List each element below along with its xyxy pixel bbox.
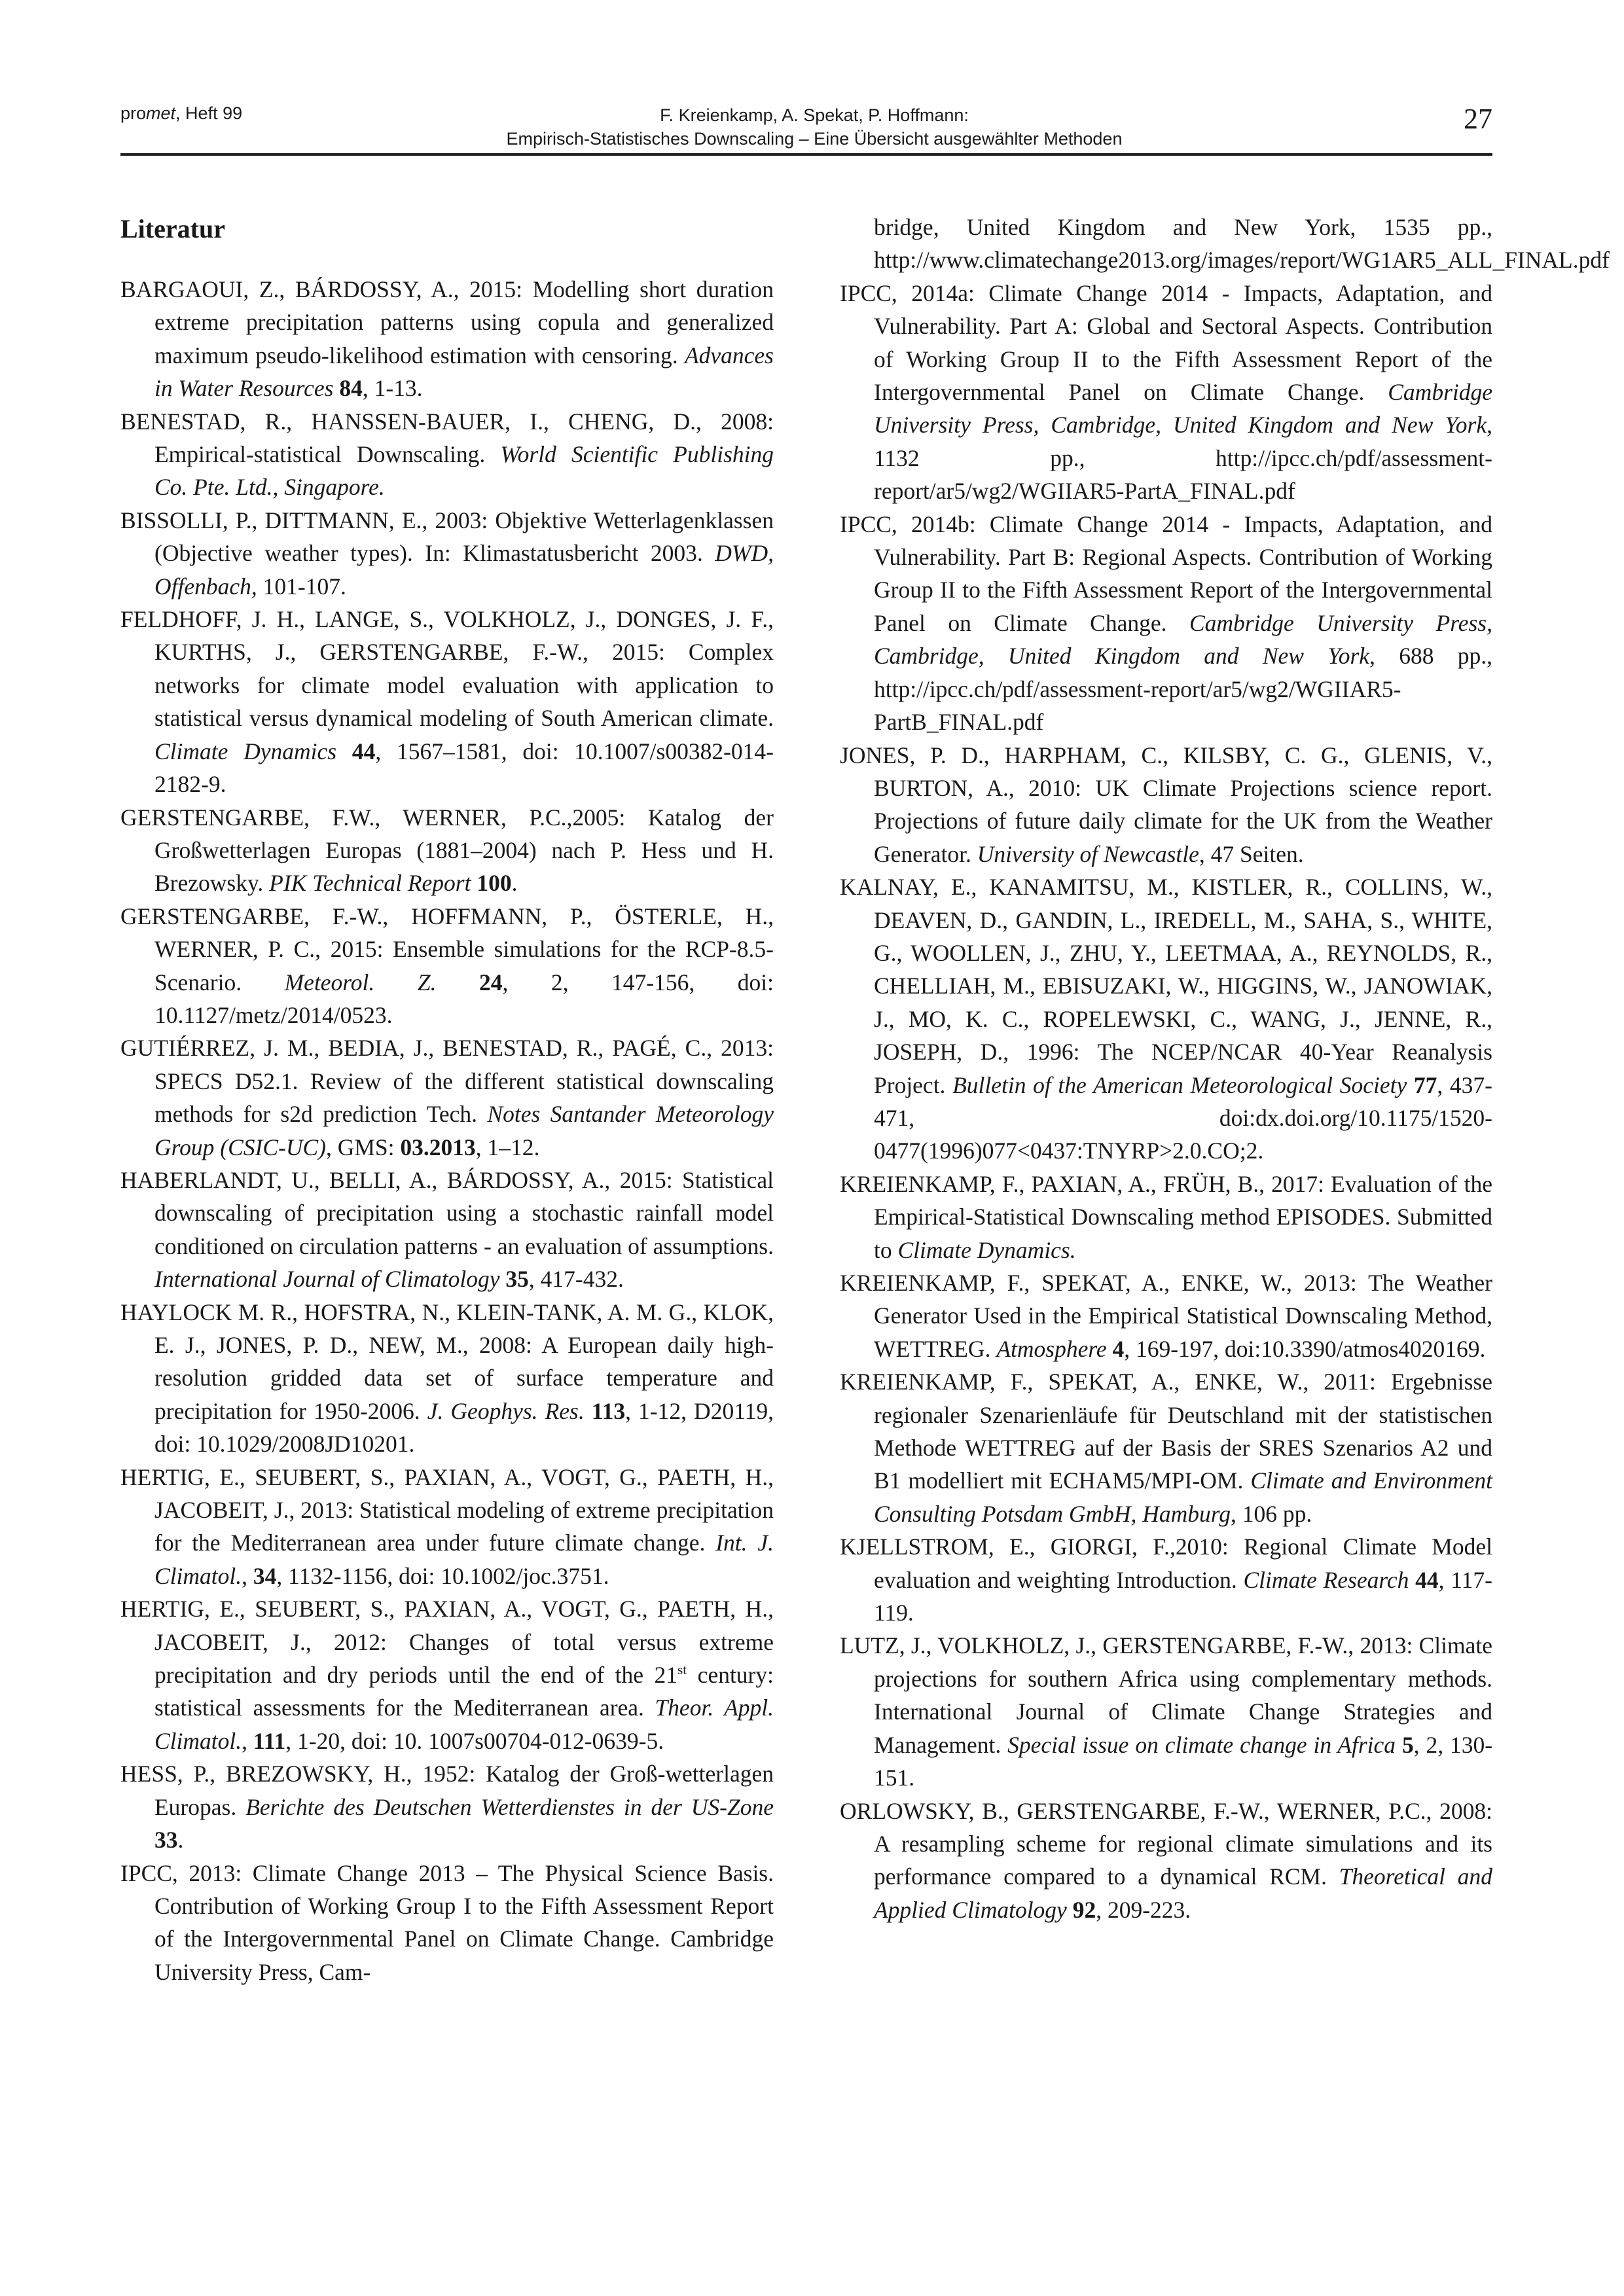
running-title bbox=[487, 103, 1142, 151]
reference-entry: ORLOWSKY, B., GERSTENGARBE, F.-W., WERNER, P.C., 2008: A resampling scheme for regional climate simulations and its performance compared to a dynamical RCM. Theoretical and Applied Climatology 92, 209-223. bbox=[840, 1797, 1492, 1923]
reference-entry: FELDHOFF, J. H., LANGE, S., VOLKHOLZ, J., DONGES, J. F., KURTHS, J., GERSTENGARBE, F.-W., 2015: Complex networks for climate model evaluation with application to statistical versus dynamical modeling of South American climate. Climate Dynamics 44, 1567–1581, doi: 10.1007/s00382-014-2182-9. bbox=[120, 606, 774, 798]
reference-entry: GERSTENGARBE, F.-W., HOFFMANN, P., ÖSTERLE, H., WERNER, P. C., 2015: Ensemble simulations for the RCP-8.5-Scenario. Meteorol. Z. 24, 2, 147-156, doi: 10.1127/metz/2014/0523. bbox=[120, 903, 774, 1028]
reference-entry: GERSTENGARBE, F.W., WERNER, P.C.,2005: Katalog der Großwetterlagen Europas (1881–2004) nach P. Hess und H. Brezowsky. PIK Technical Report 100. bbox=[120, 804, 774, 897]
reference-entry: HESS, P., BREZOWSKY, H., 1952: Katalog der Groß-wetterlagen Europas. Berichte des Deutschen Wetterdienstes in der US-Zone 33. bbox=[120, 1761, 774, 1854]
right-column bbox=[840, 211, 1610, 1926]
reference-entry: KREIENKAMP, F., SPEKAT, A., ENKE, W., 2013: The Weather Generator Used in the Empirical Statistical Downscaling Method, WETTREG. Atmosphere 4, 169-197, doi:10.3390/atmos4020169. bbox=[840, 1270, 1492, 1362]
reference-entry: HERTIG, E., SEUBERT, S., PAXIAN, A., VOGT, G., PAETH, H., JACOBEIT, J., 2013: Statistical modeling of extreme precipitation for the Mediterranean area under future climate change. Int. J. Climatol., 34, 1132-1156, doi: 10.1002/joc.3751. bbox=[120, 1463, 774, 1589]
reference-entry: HABERLANDT, U., BELLI, A., BÁRDOSSY, A., 2015: Statistical downscaling of precipitation using a stochastic rainfall model conditioned on circulation patterns - an evaluation of assumptions. International Journal of Climatology 35, 417-432. bbox=[120, 1166, 774, 1293]
section-heading: Literatur bbox=[120, 214, 225, 243]
page-number: 27 bbox=[1464, 103, 1492, 135]
reference-entry: HERTIG, E., SEUBERT, S., PAXIAN, A., VOGT, G., PAETH, H., JACOBEIT, J., 2012: Changes of total versus extreme precipitation and dry periods until the end of the 21st century: statistical assessments for the Mediterranean area. Theor. Appl. Climatol., 111, 1-20, doi: 10. 1007s00704-012-0639-5. bbox=[120, 1596, 774, 1754]
reference-entry: LUTZ, J., VOLKHOLZ, J., GERSTENGARBE, F.-W., 2013: Climate projections for southern Africa using complementary methods. International Journal of Climate Change Strategies and Management. Special issue on climate change in Africa 5, 2, 130-151. bbox=[840, 1632, 1493, 1791]
running-article-title: Empirisch-Statistisches Downscaling – Eine Übersicht ausgewählter Methoden bbox=[506, 129, 1123, 149]
reference-entry: JONES, P. D., HARPHAM, C., KILSBY, C. G., GLENIS, V., BURTON, A., 2010: UK Climate Projections science report. Projections of future daily climate for the UK from the Weather Generator. University of Newcastle, 47 Seiten. bbox=[840, 742, 1492, 867]
journal-name: promet, Heft 99 bbox=[120, 103, 243, 123]
reference-entry: KALNAY, E., KANAMITSU, M., KISTLER, R., COLLINS, W., DEAVEN, D., GANDIN, L., IREDELL, M., SAHA, S., WHITE, G., WOOLLEN, J., ZHU, Y., LEETMAA, A., REYNOLDS, R., CHELLIAH, M., EBISUZAKI, W., HIGGINS, W., JANOWIAK, J., MO, K. C., ROPELEWSKI, C., WANG, J., JENNE, R., JOSEPH, D., 1996: The NCEP/NCAR 40-Year Reanalysis Project. Bulletin of the American Meteorological Society 77, 437-471, doi:dx.doi.org/10.1175/1520-0477(1996)077<0437:TNYRP>2.0.CO;2. bbox=[840, 874, 1492, 1164]
reference-entry: KJELLSTROM, E., GIORGI, F.,2010: Regional Climate Model evaluation and weighting Introduction. Climate Research 44, 117-119. bbox=[840, 1534, 1492, 1626]
reference-entry: BISSOLLI, P., DITTMANN, E., 2003: Objektive Wetterlagenklassen (Objective weather types). In: Klimastatusbericht 2003. DWD, Offenbach, 101-107. bbox=[120, 507, 774, 600]
reference-entry: IPCC, 2013: Climate Change 2013 – The Physical Science Basis. Contribution of Working Group I to the Fifth Assessment Report of the Intergovernmental Panel on Climate Change. Cambridge University Press, Cam- bbox=[120, 1859, 774, 1985]
reference-entry: IPCC, 2014b: Climate Change 2014 - Impacts, Adaptation, and Vulnerability. Part B: Regional Aspects. Contribution of Working Group II to the Fifth Assessment Report of the Intergovernmental Panel on Climate Change. Cambridge University Press, Cambridge, United Kingdom and New York, 688 pp., http://ipcc.ch/pdf/assessment-report/ar5/wg2/WGIIAR5-PartB_FINAL.pdf bbox=[840, 511, 1493, 736]
reference-entry: HAYLOCK M. R., HOFSTRA, N., KLEIN-TANK, A. M. G., KLOK, E. J., JONES, P. D., NEW, M., 2008: A European daily high-resolution gridded data set of surface temperature and precipitation for 1950-2006. J. Geophys. Res. 113, 1-12, D20119, doi: 10.1029/2008JD10201. bbox=[120, 1299, 774, 1458]
running-authors: F. Kreienkamp, A. Spekat, P. Hoffmann: bbox=[660, 105, 969, 125]
reference-entry: BARGAOUI, Z., BÁRDOSSY, A., 2015: Modelling short duration extreme precipitation patterns using copula and generalized maximum pseudo-likelihood estimation with censoring. Advances in Water Resources 84, 1-13. bbox=[120, 276, 774, 402]
reference-entry: BENESTAD, R., HANSSEN-BAUER, I., CHENG, D., 2008: Empirical-statistical Downscaling. World Scientific Publishing Co. Pte. Ltd., Singapore. bbox=[120, 408, 774, 501]
reference-continuation: bridge, United Kingdom and New York, 1535 pp., http://www.climatechange2013.org/images/report/WG1AR5_ALL_FINAL.pdf bbox=[874, 214, 1610, 274]
reference-list-left bbox=[120, 273, 774, 1988]
reference-entry: KREIENKAMP, F., PAXIAN, A., FRÜH, B., 2017: Evaluation of the Empirical-Statistical Downscaling method EPISODES. Submitted to Climate Dynamics. bbox=[840, 1170, 1492, 1263]
reference-entry: IPCC, 2014a: Climate Change 2014 - Impacts, Adaptation, and Vulnerability. Part A: Global and Sectoral Aspects. Contribution of Working Group II to the Fifth Assessment Report of the Intergovernmental Panel on Climate Change. Cambridge University Press, Cambridge, United Kingdom and New York, 1132 pp., http://ipcc.ch/pdf/assessment-report/ar5/wg2/WGIIAR5-PartA_FINAL.pdf bbox=[840, 279, 1492, 505]
reference-list-right bbox=[840, 277, 1492, 1926]
reference-entry: KREIENKAMP, F., SPEKAT, A., ENKE, W., 2011: Ergebnisse regionaler Szenarienläufe für Deutschland mit der statistischen Methode WETTREG auf der Basis der SRES Szenarios A2 und B1 modelliert mit ECHAM5/MPI-OM. Climate and Environment Consulting Potsdam GmbH, Hamburg, 106 pp. bbox=[840, 1369, 1492, 1527]
reference-entry: GUTIÉRREZ, J. M., BEDIA, J., BENESTAD, R., PAGÉ, C., 2013: SPECS D52.1. Review of the different statistical downscaling methods for s2d prediction Tech. Notes Santander Meteorology Group (CSIC-UC), GMS: 03.2013, 1–12. bbox=[120, 1035, 774, 1160]
left-column bbox=[120, 213, 774, 1988]
page-header bbox=[120, 99, 1492, 156]
